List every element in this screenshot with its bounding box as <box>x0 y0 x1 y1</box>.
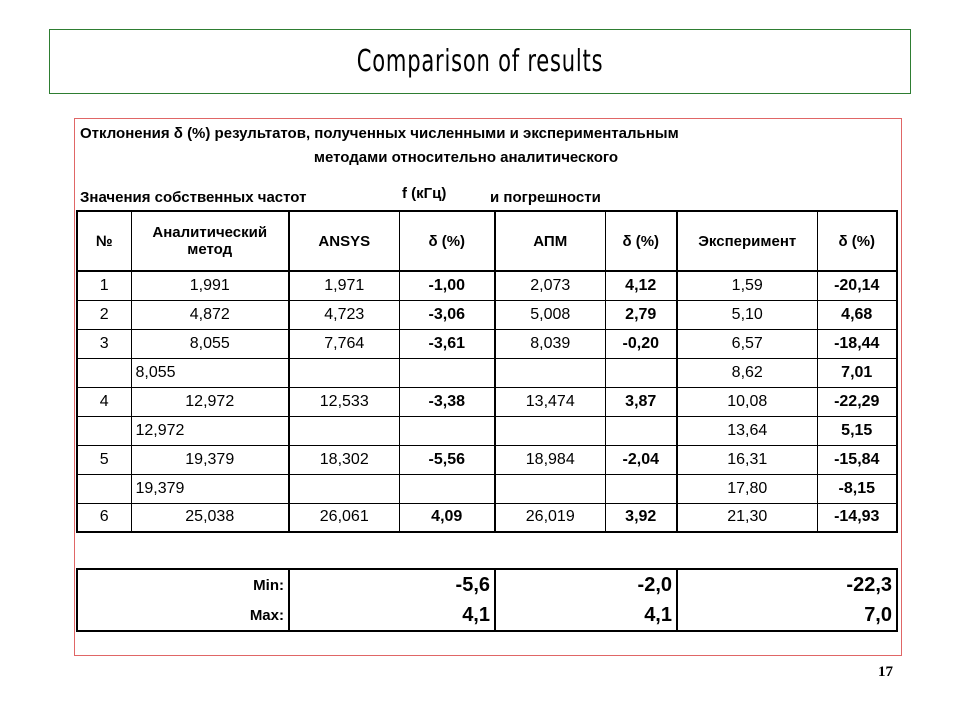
table-heading <box>80 122 892 170</box>
cell-num <box>77 474 131 503</box>
cell-delta-exp: -18,44 <box>817 329 897 358</box>
table-row <box>77 445 897 474</box>
page-number: 17 <box>878 664 893 680</box>
subheading-part-2: f (кГц) <box>402 185 447 202</box>
results-table <box>76 210 898 533</box>
cell-delta-ansys: -1,00 <box>399 271 495 300</box>
cell-ansys <box>289 474 399 503</box>
cell-experiment: 6,57 <box>677 329 817 358</box>
cell-delta-ansys <box>399 358 495 387</box>
min-exp: -22,3 <box>677 569 897 600</box>
header-delta-ansys: δ (%) <box>399 211 495 271</box>
subheading-part-3: и погрешности <box>490 189 601 206</box>
cell-experiment: 8,62 <box>677 358 817 387</box>
cell-analytic: 1,991 <box>131 271 289 300</box>
cell-num: 1 <box>77 271 131 300</box>
cell-delta-ansys <box>399 474 495 503</box>
cell-delta-apm: 2,79 <box>605 300 677 329</box>
cell-ansys: 18,302 <box>289 445 399 474</box>
cell-experiment: 13,64 <box>677 416 817 445</box>
heading-line-1: Отклонения δ (%) результатов, полученных численными и экспериментальным <box>80 125 679 142</box>
table-row <box>77 387 897 416</box>
cell-delta-apm: 4,12 <box>605 271 677 300</box>
cell-delta-exp: -20,14 <box>817 271 897 300</box>
cell-delta-apm <box>605 474 677 503</box>
cell-analytic: 19,379 <box>131 474 289 503</box>
page-title: Comparison of results <box>356 44 604 79</box>
cell-delta-exp: -22,29 <box>817 387 897 416</box>
cell-ansys <box>289 416 399 445</box>
min-apm: -2,0 <box>495 569 677 600</box>
title-box <box>49 29 911 94</box>
summary-table <box>76 568 898 632</box>
max-exp: 7,0 <box>677 600 897 631</box>
cell-delta-apm: -0,20 <box>605 329 677 358</box>
cell-num: 3 <box>77 329 131 358</box>
table-row <box>77 300 897 329</box>
table-row <box>77 474 897 503</box>
table-row <box>77 503 897 532</box>
cell-apm: 5,008 <box>495 300 605 329</box>
max-ansys: 4,1 <box>289 600 495 631</box>
cell-delta-apm: 3,92 <box>605 503 677 532</box>
header-apm: АПМ <box>495 211 605 271</box>
min-ansys: -5,6 <box>289 569 495 600</box>
cell-delta-exp: 4,68 <box>817 300 897 329</box>
cell-analytic: 8,055 <box>131 329 289 358</box>
cell-apm <box>495 358 605 387</box>
cell-delta-exp: 7,01 <box>817 358 897 387</box>
cell-ansys: 4,723 <box>289 300 399 329</box>
cell-apm: 26,019 <box>495 503 605 532</box>
table-row <box>77 358 897 387</box>
cell-apm: 2,073 <box>495 271 605 300</box>
cell-num <box>77 358 131 387</box>
cell-ansys: 7,764 <box>289 329 399 358</box>
cell-apm: 8,039 <box>495 329 605 358</box>
header-experiment: Эксперимент <box>677 211 817 271</box>
cell-delta-ansys: -3,38 <box>399 387 495 416</box>
cell-apm: 18,984 <box>495 445 605 474</box>
table-row <box>77 271 897 300</box>
cell-delta-ansys: 4,09 <box>399 503 495 532</box>
cell-delta-exp: 5,15 <box>817 416 897 445</box>
header-delta-apm: δ (%) <box>605 211 677 271</box>
cell-experiment: 21,30 <box>677 503 817 532</box>
cell-num: 6 <box>77 503 131 532</box>
cell-apm <box>495 474 605 503</box>
cell-analytic: 12,972 <box>131 416 289 445</box>
cell-experiment: 10,08 <box>677 387 817 416</box>
header-ansys: ANSYS <box>289 211 399 271</box>
min-label: Min: <box>77 569 289 600</box>
cell-ansys: 26,061 <box>289 503 399 532</box>
table-row <box>77 329 897 358</box>
cell-analytic: 19,379 <box>131 445 289 474</box>
cell-delta-ansys: -3,06 <box>399 300 495 329</box>
cell-delta-ansys: -5,56 <box>399 445 495 474</box>
header-num: № <box>77 211 131 271</box>
cell-experiment: 1,59 <box>677 271 817 300</box>
max-label: Max: <box>77 600 289 631</box>
heading-line-2: методами относительно аналитического <box>313 149 619 166</box>
cell-experiment: 5,10 <box>677 300 817 329</box>
cell-delta-exp: -8,15 <box>817 474 897 503</box>
cell-num: 2 <box>77 300 131 329</box>
table-row <box>77 416 897 445</box>
cell-analytic: 25,038 <box>131 503 289 532</box>
cell-apm <box>495 416 605 445</box>
cell-delta-apm <box>605 416 677 445</box>
cell-analytic: 8,055 <box>131 358 289 387</box>
cell-delta-exp: -14,93 <box>817 503 897 532</box>
cell-experiment: 17,80 <box>677 474 817 503</box>
table-header-row <box>77 211 897 271</box>
summary-min-row <box>77 569 897 600</box>
cell-ansys: 12,533 <box>289 387 399 416</box>
cell-experiment: 16,31 <box>677 445 817 474</box>
cell-delta-exp: -15,84 <box>817 445 897 474</box>
summary-max-row <box>77 600 897 631</box>
cell-delta-apm <box>605 358 677 387</box>
cell-num: 5 <box>77 445 131 474</box>
max-apm: 4,1 <box>495 600 677 631</box>
subheading <box>80 185 601 206</box>
header-delta-exp: δ (%) <box>817 211 897 271</box>
cell-apm: 13,474 <box>495 387 605 416</box>
cell-delta-apm: 3,87 <box>605 387 677 416</box>
cell-delta-ansys: -3,61 <box>399 329 495 358</box>
header-analytic: Аналитический метод <box>131 211 289 271</box>
cell-analytic: 4,872 <box>131 300 289 329</box>
cell-num <box>77 416 131 445</box>
subheading-part-1: Значения собственных частот <box>80 189 307 206</box>
cell-delta-apm: -2,04 <box>605 445 677 474</box>
cell-ansys: 1,971 <box>289 271 399 300</box>
cell-delta-ansys <box>399 416 495 445</box>
cell-ansys <box>289 358 399 387</box>
cell-num: 4 <box>77 387 131 416</box>
cell-analytic: 12,972 <box>131 387 289 416</box>
